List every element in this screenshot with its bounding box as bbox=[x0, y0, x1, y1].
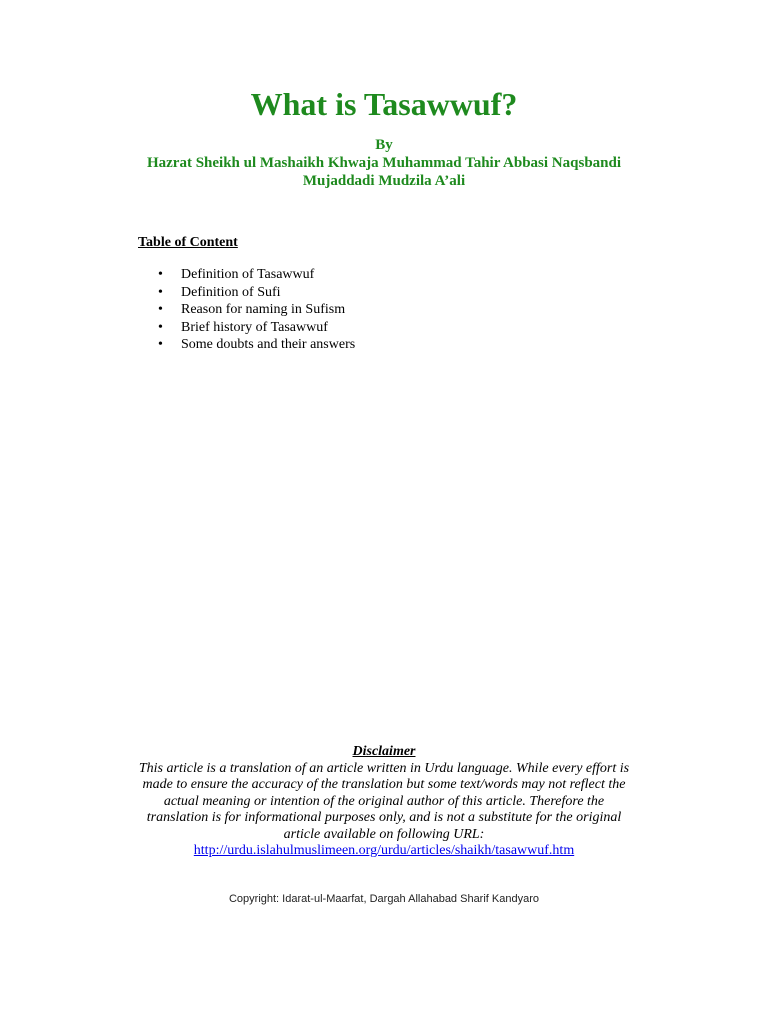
toc-item bbox=[138, 319, 355, 337]
toc-item bbox=[138, 301, 355, 319]
source-url-link[interactable]: http://urdu.islahulmuslimeen.org/urdu/articles/shaikh/tasawwuf.htm bbox=[193, 843, 575, 858]
bullet-icon: • bbox=[158, 319, 163, 335]
copyright-notice: Copyright: Idarat-ul-Maarfat, Dargah Allahabad Sharif Kandyaro bbox=[228, 893, 539, 905]
bullet-icon: • bbox=[158, 267, 163, 282]
toc-list bbox=[138, 266, 355, 354]
by-label: By bbox=[375, 137, 393, 153]
bullet-icon: • bbox=[158, 337, 163, 352]
disclaimer-section bbox=[0, 744, 768, 860]
bullet-icon: • bbox=[158, 302, 163, 317]
byline bbox=[0, 136, 768, 190]
author-line-1: Hazrat Sheikh ul Mashaikh Khwaja Muhammad Tahir Abbasi Naqsbandi bbox=[146, 155, 622, 171]
toc-item bbox=[138, 336, 355, 354]
toc-item-label: Some doubts and their answers bbox=[181, 337, 356, 352]
toc-item-label: Brief history of Tasawwuf bbox=[181, 319, 328, 335]
toc-item bbox=[138, 284, 355, 302]
author-line-2: Mujaddadi Mudzila A’ali bbox=[302, 173, 466, 189]
disclaimer-heading: Disclaimer bbox=[352, 744, 416, 759]
toc-heading: Table of Content bbox=[138, 235, 238, 250]
disclaimer-body: This article is a translation of an article written in Urdu language. While every effort is made to ensure the accuracy of the translation but some text/words may not reflect the actual meaning or intention of the original author of this article. Therefore the translation is for informational purposes only, and is not a substitute for the original article available on following URL: bbox=[138, 760, 630, 842]
toc-item-label: Definition of Sufi bbox=[181, 284, 281, 300]
toc-item-label: Reason for naming in Sufism bbox=[181, 302, 346, 317]
toc-item bbox=[138, 266, 355, 284]
bullet-icon: • bbox=[158, 284, 163, 300]
document-title: What is Tasawwuf? bbox=[250, 86, 518, 122]
toc-item-label: Definition of Tasawwuf bbox=[181, 267, 315, 282]
